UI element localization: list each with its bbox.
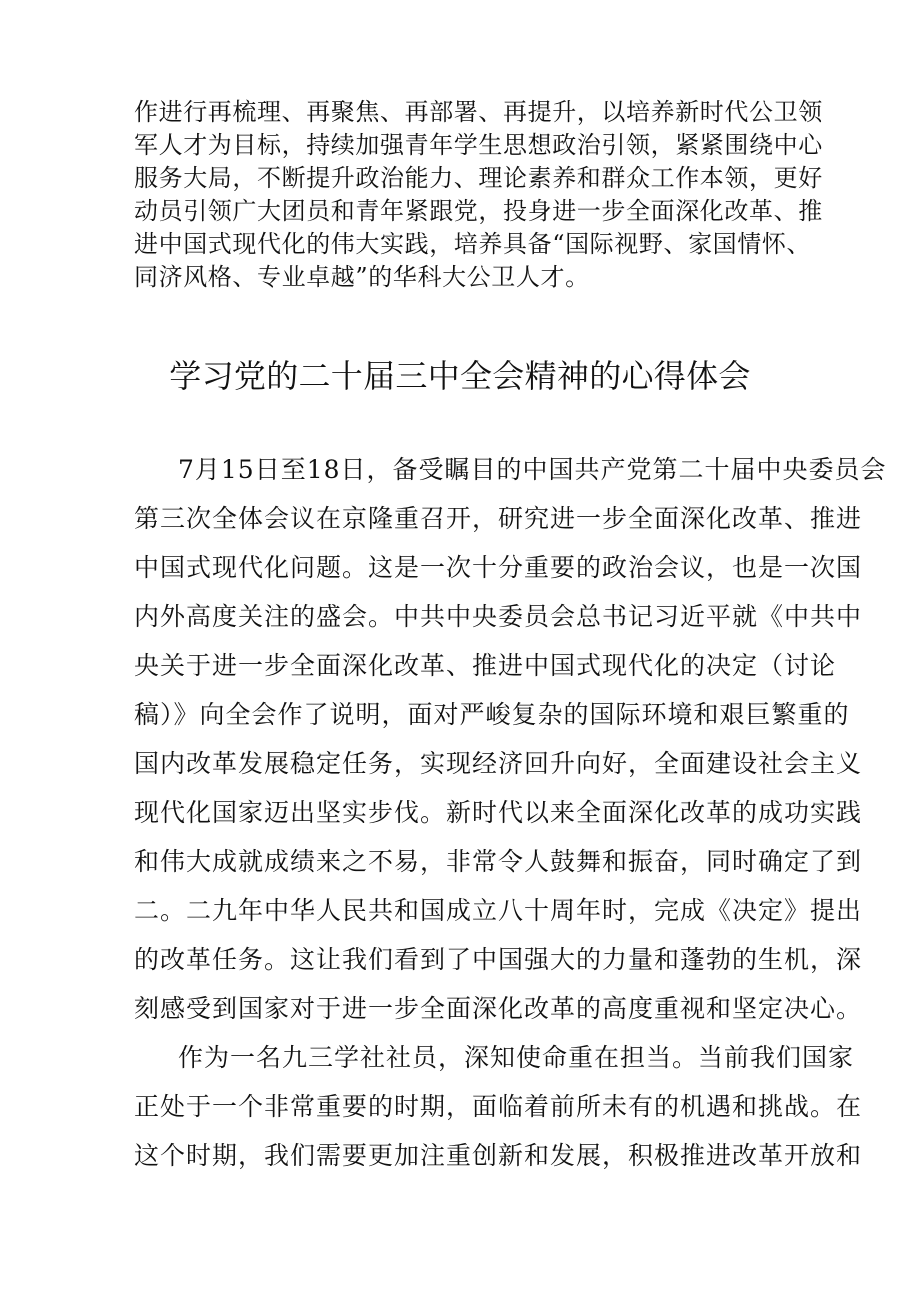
article-title: 学习党的二十届三中全会精神的心得体会 bbox=[169, 357, 751, 395]
paragraph-1 bbox=[134, 445, 887, 1033]
paragraph-2 bbox=[134, 1033, 863, 1180]
text-line: 现代化国家迈出坚实步伐。新时代以来全面深化改革的成功实践 bbox=[134, 798, 863, 827]
text-line: 第三次全体会议在京隆重召开，研究进一步全面深化改革、推进 bbox=[134, 504, 863, 533]
text-line: 和伟大成就成绩来之不易，非常令人鼓舞和振奋，同时确定了到 bbox=[134, 847, 863, 876]
text-line: 作进行再梳理、再聚焦、再部署、再提升，以培养新时代公卫领 bbox=[134, 98, 823, 126]
text-line: 二。二九年中华人民共和国成立八十周年时，完成《决定》提出 bbox=[134, 896, 863, 925]
text-line: 央关于进一步全面深化改革、推进中国式现代化的决定（讨论 bbox=[134, 651, 837, 680]
text-line: 的改革任务。这让我们看到了中国强大的力量和蓬勃的生机，深 bbox=[134, 945, 863, 974]
text-line: 作为一名九三学社社员，深知使命重在担当。当前我们国家 bbox=[178, 1043, 855, 1072]
text-line: 军人才为目标，持续加强青年学生思想政治引领，紧紧围绕中心 bbox=[134, 131, 823, 159]
text-line: 服务大局，不断提升政治能力、理论素养和群众工作本领，更好 bbox=[134, 164, 823, 192]
text-line: 动员引领广大团员和青年紧跟党，投身进一步全面深化改革、推 bbox=[134, 197, 823, 225]
text-line: 正处于一个非常重要的时期，面临着前所未有的机遇和挑战。在 bbox=[134, 1092, 863, 1121]
text-line: 国内改革发展稳定任务，实现经济回升向好，全面建设社会主义 bbox=[134, 749, 863, 778]
text-line: 同济风格、专业卓越”的华科大公卫人才。 bbox=[134, 263, 590, 291]
article-body bbox=[134, 445, 887, 1180]
text-line: 7月15日至18日，备受瞩目的中国共产党第二十届中央委员会 bbox=[178, 455, 887, 484]
text-line: 进中国式现代化的伟大实践，培养具备“国际视野、家国情怀、 bbox=[134, 230, 812, 258]
text-line: 刻感受到国家对于进一步全面深化改革的高度重视和坚定决心。 bbox=[134, 994, 863, 1023]
text-line: 内外高度关注的盛会。中共中央委员会总书记习近平就《中共中 bbox=[134, 602, 863, 631]
text-line: 稿）》向全会作了说明，面对严峻复杂的国际环境和艰巨繁重的 bbox=[134, 700, 850, 729]
previous-paragraph bbox=[134, 96, 823, 294]
text-line: 这个时期，我们需要更加注重创新和发展，积极推进改革开放和 bbox=[134, 1141, 863, 1170]
text-line: 中国式现代化问题。这是一次十分重要的政治会议，也是一次国 bbox=[134, 553, 863, 582]
